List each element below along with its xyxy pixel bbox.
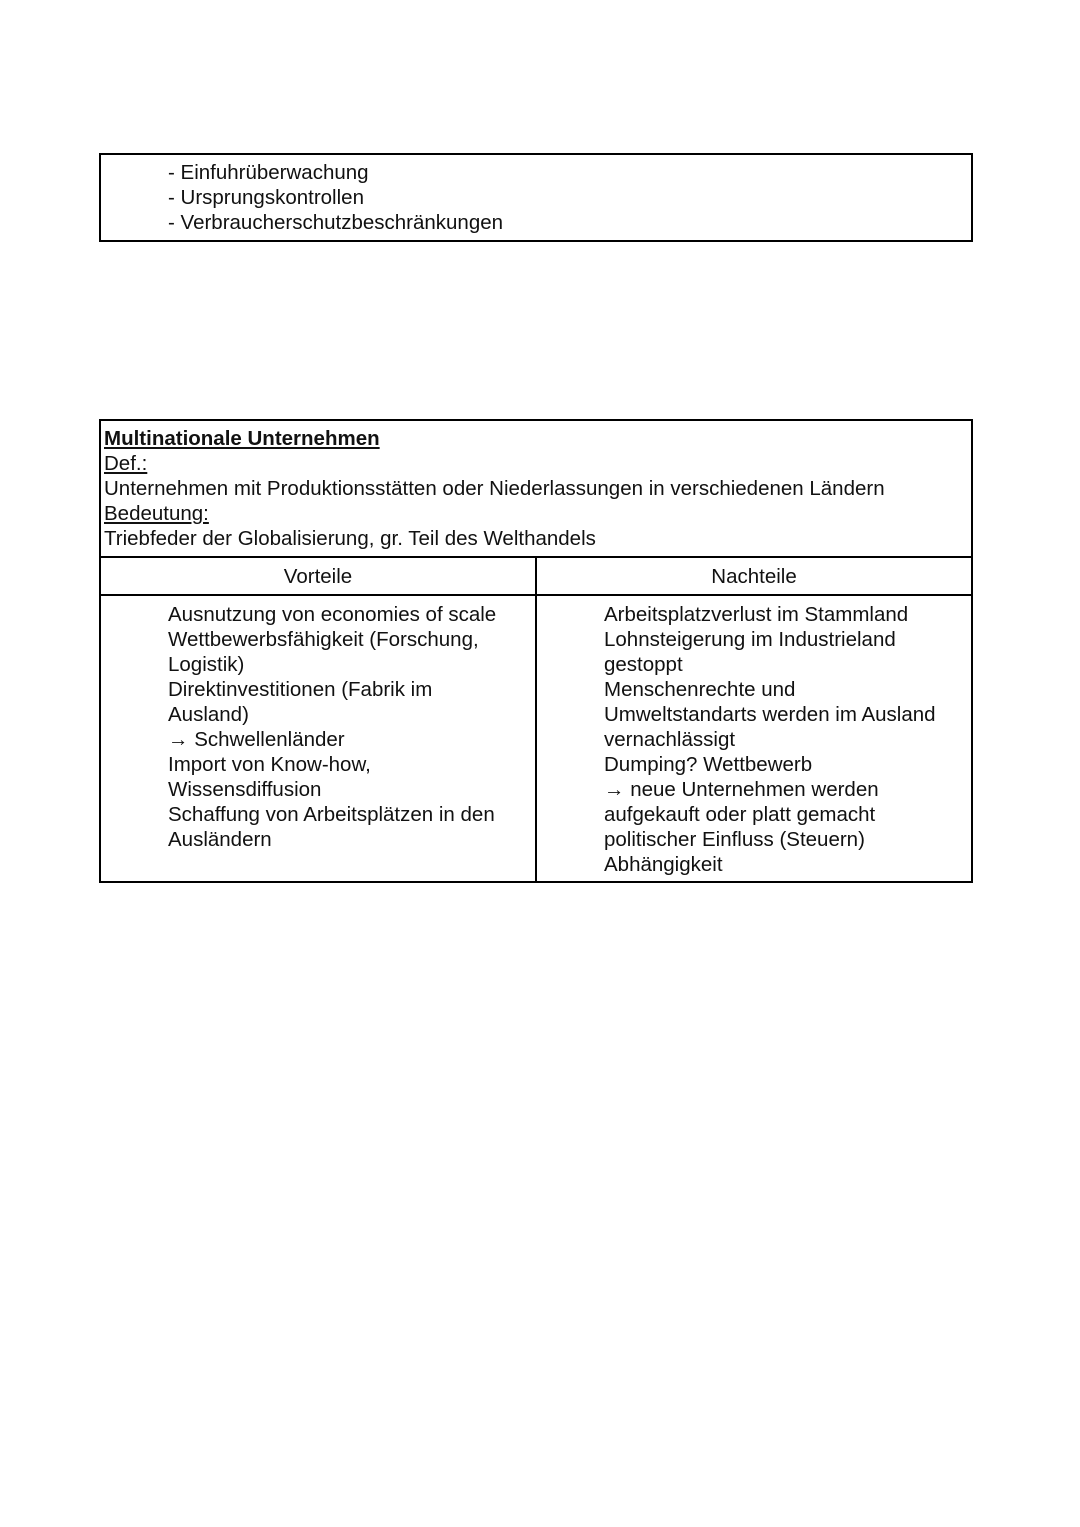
list-item: Ausländern (168, 828, 272, 851)
list-item: vernachlässigt (604, 728, 736, 751)
list-item: → neue Unternehmen werden (604, 778, 879, 801)
list-item: Schaffung von Arbeitsplätzen in den (168, 803, 495, 826)
significance-text: Triebfeder der Globalisierung, gr. Teil des Welthandels (104, 527, 596, 550)
trade-barriers-box (99, 153, 973, 242)
section-title: Multinationale Unternehmen (104, 427, 380, 450)
list-item: - Einfuhrüberwachung (168, 161, 369, 184)
trade-barriers-list (168, 160, 503, 235)
list-item: - Verbraucherschutzbeschränkungen (168, 211, 504, 234)
list-item: Direktinvestitionen (Fabrik im (168, 678, 433, 701)
list-item: Dumping? Wettbewerb (604, 753, 813, 776)
intro-section (104, 426, 885, 551)
list-item: → Schwellenländer (168, 728, 345, 751)
column-divider (535, 556, 537, 881)
list-item: Lohnsteigerung im Industrieland (604, 628, 896, 651)
list-item: Menschenrechte und (604, 678, 796, 701)
list-item: Arbeitsplatzverlust im Stammland (604, 603, 909, 626)
list-item: Wettbewerbsfähigkeit (Forschung, (168, 628, 479, 651)
multinational-companies-box (99, 419, 973, 883)
definition-text: Unternehmen mit Produktionsstätten oder Niederlassungen in verschiedenen Ländern (104, 477, 885, 500)
advantages-header: Vorteile (283, 565, 353, 588)
list-item: Wissensdiffusion (168, 778, 322, 801)
list-item: Logistik) (168, 653, 245, 676)
definition-label: Def.: (104, 452, 148, 475)
list-item: Umweltstandarts werden im Ausland (604, 703, 936, 726)
list-item: aufgekauft oder platt gemacht (604, 803, 876, 826)
list-item: - Ursprungskontrollen (168, 186, 364, 209)
disadvantages-header: Nachteile (711, 565, 797, 588)
list-item: Ausland) (168, 703, 249, 726)
advantages-list (168, 602, 533, 852)
list-item: politischer Einfluss (Steuern) (604, 828, 865, 851)
list-item: gestoppt (604, 653, 683, 676)
list-item: Abhängigkeit (604, 853, 723, 876)
significance-label: Bedeutung: (104, 502, 209, 525)
list-item: Ausnutzung von economies of scale (168, 603, 497, 626)
disadvantages-list (604, 602, 966, 877)
list-item: Import von Know-how, (168, 753, 371, 776)
